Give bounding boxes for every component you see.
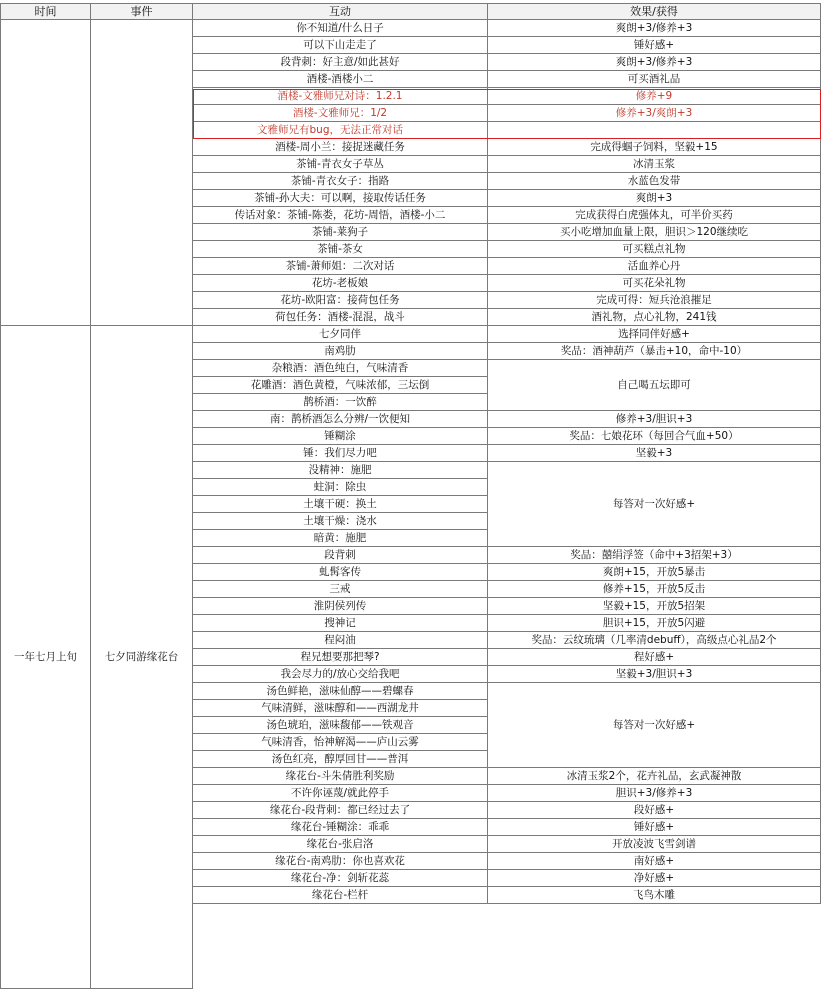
- interaction-cell: 搜神记: [193, 615, 488, 632]
- interaction-cell: 气味清鲜，滋味醇和——西湖龙井: [193, 700, 488, 717]
- interaction-cell: 你不知道/什么日子: [193, 20, 488, 37]
- interaction-cell: 可以下山走走了: [193, 37, 488, 54]
- effect-cell: 冰清玉浆: [488, 156, 821, 173]
- effect-cell: 奖品：囍绢浮签（命中+3招架+3）: [488, 547, 821, 564]
- effect-cell-merged: 每答对一次好感+: [488, 462, 821, 547]
- interaction-cell: 缘花台-斗朱倩胜利奖励: [193, 768, 488, 785]
- effect-cell: 南好感+: [488, 853, 821, 870]
- interaction-cell: 程兄想要那把琴?: [193, 649, 488, 666]
- interaction-cell: 酒楼-周小兰：接捉迷藏任务: [193, 139, 488, 156]
- effect-cell: 锤好感+: [488, 819, 821, 836]
- effect-cell: 胆识+3/修养+3: [488, 785, 821, 802]
- interaction-cell: 我会尽力的/放心交给我吧: [193, 666, 488, 683]
- effect-cell: 修养+15，开放5反击: [488, 581, 821, 598]
- interaction-cell: 蛀洞：除虫: [193, 479, 488, 496]
- interaction-cell: 茶铺-孙大夫：可以啊，接取传话任务: [193, 190, 488, 207]
- effect-cell: 奖品：云纹琉璃（几率清debuff），高级点心礼品2个: [488, 632, 821, 649]
- effect-cell: 可买花朵礼物: [488, 275, 821, 292]
- header-event: 事件: [91, 3, 193, 20]
- time-cell: [0, 20, 91, 326]
- interaction-cell: 花雕酒：酒色黄橙，气味浓郁，三坛倒: [193, 377, 488, 394]
- effect-cell: 买小吃增加血量上限，胆识＞120继续吃: [488, 224, 821, 241]
- interaction-cell: 缘花台-锤糊涂：乖乖: [193, 819, 488, 836]
- effect-cell: 坚毅+15，开放5招架: [488, 598, 821, 615]
- effect-cell: 完成可得：短兵沧浪摧足: [488, 292, 821, 309]
- interaction-cell: 酒楼-文雅师兄对诗：1.2.1: [193, 88, 488, 105]
- interaction-cell: 花坊-欧阳富：接荷包任务: [193, 292, 488, 309]
- effect-cell: 水蓝色发带: [488, 173, 821, 190]
- effect-cell: 胆识+15，开放5闪避: [488, 615, 821, 632]
- effect-cell: 可买酒礼品: [488, 71, 821, 88]
- interaction-cell: 南：鹊桥酒怎么分辨/一饮便知: [193, 411, 488, 428]
- interaction-cell: 荷包任务：酒楼-混混，战斗: [193, 309, 488, 326]
- interaction-cell: 段背刺: [193, 547, 488, 564]
- interaction-cell: 茶铺-青衣女子草丛: [193, 156, 488, 173]
- interaction-cell: 缘花台-净：剑斩花蕊: [193, 870, 488, 887]
- interaction-cell: 暗黄：施肥: [193, 530, 488, 547]
- effect-cell: 开放凌波飞雪剑谱: [488, 836, 821, 853]
- interaction-cell: 虬髯客传: [193, 564, 488, 581]
- interaction-cell: 段背刺：好主意/如此甚好: [193, 54, 488, 71]
- interaction-cell: 汤色红亮，醇厚回甘——普洱: [193, 751, 488, 768]
- interaction-cell: 汤色鲜艳，滋味仙醇——碧螺春: [193, 683, 488, 700]
- interaction-cell: 没精神：施肥: [193, 462, 488, 479]
- interaction-cell: 缘花台-南鸡肋：你也喜欢花: [193, 853, 488, 870]
- header-interaction: 互动: [193, 3, 488, 20]
- interaction-cell: 不许你诬蔑/就此停手: [193, 785, 488, 802]
- effect-cell: 奖品：七娘花环（每回合气血+50）: [488, 428, 821, 445]
- effect-cell: 段好感+: [488, 802, 821, 819]
- interaction-cell: 淮阴侯列传: [193, 598, 488, 615]
- interaction-cell: 茶铺-茶女: [193, 241, 488, 258]
- interaction-cell: 传话对象：茶铺-陈娄，花坊-周悟，酒楼-小二: [193, 207, 488, 224]
- interaction-cell: 缘花台-段背刺：都已经过去了: [193, 802, 488, 819]
- interaction-cell: 花坊-老板娘: [193, 275, 488, 292]
- interaction-cell: 七夕同伴: [193, 326, 488, 343]
- header-effect: 效果/获得: [488, 3, 821, 20]
- effect-cell: 酒礼物，点心礼物，241钱: [488, 309, 821, 326]
- interaction-cell: 酒楼-酒楼小二: [193, 71, 488, 88]
- effect-cell-merged: 自己喝五坛即可: [488, 360, 821, 411]
- effect-cell: 修养+3/胆识+3: [488, 411, 821, 428]
- event-cell: [91, 20, 193, 326]
- interaction-cell: 缘花台-栏杆: [193, 887, 488, 904]
- effect-cell: 爽朗+3/修养+3: [488, 20, 821, 37]
- effect-cell: 爽朗+15，开放5暴击: [488, 564, 821, 581]
- effect-cell: [488, 122, 821, 139]
- effect-cell: 修养+3/爽朗+3: [488, 105, 821, 122]
- interaction-cell: 南鸡肋: [193, 343, 488, 360]
- interaction-cell: 汤色琥珀，滋味馥郁——铁观音: [193, 717, 488, 734]
- effect-cell: 活血养心丹: [488, 258, 821, 275]
- effect-cell: 飞鸟木雕: [488, 887, 821, 904]
- interaction-cell: 气味清香，怡神解渴——庐山云雾: [193, 734, 488, 751]
- effect-cell: 奖品：酒神葫芦（暴击+10，命中-10）: [488, 343, 821, 360]
- effect-cell: 完成获得白虎强体丸，可半价买药: [488, 207, 821, 224]
- effect-cell: 可买糕点礼物: [488, 241, 821, 258]
- effect-cell: 坚毅+3/胆识+3: [488, 666, 821, 683]
- interaction-cell: 土壤干硬：换土: [193, 496, 488, 513]
- interaction-cell: 茶铺-青衣女子：指路: [193, 173, 488, 190]
- interaction-cell: 文雅师兄有bug，无法正常对话: [193, 122, 488, 139]
- effect-cell: 爽朗+3/修养+3: [488, 54, 821, 71]
- effect-cell: 选择同伴好感+: [488, 326, 821, 343]
- effect-cell: 修养+9: [488, 88, 821, 105]
- event-cell: 七夕同游缘花台: [91, 326, 193, 989]
- interaction-cell: 三戒: [193, 581, 488, 598]
- interaction-cell: 锤：我们尽力吧: [193, 445, 488, 462]
- interaction-cell: 酒楼-文雅师兄：1/2: [193, 105, 488, 122]
- effect-cell-merged: 每答对一次好感+: [488, 683, 821, 768]
- effect-cell: 程好感+: [488, 649, 821, 666]
- effect-cell: 爽朗+3: [488, 190, 821, 207]
- interaction-cell: 鹊桥酒：一饮醉: [193, 394, 488, 411]
- effect-cell: 冰清玉浆2个，花卉礼品，玄武凝神散: [488, 768, 821, 785]
- time-cell: 一年七月上旬: [0, 326, 91, 989]
- effect-cell: 锤好感+: [488, 37, 821, 54]
- interaction-cell: 锤糊涂: [193, 428, 488, 445]
- effect-cell: 完成得蝈子饲料，坚毅+15: [488, 139, 821, 156]
- interaction-cell: 缘花台-张启洛: [193, 836, 488, 853]
- interaction-cell: 土壤干燥：浇水: [193, 513, 488, 530]
- effect-cell: 坚毅+3: [488, 445, 821, 462]
- interaction-cell: 茶铺-萧师姐：二次对话: [193, 258, 488, 275]
- header-time: 时间: [0, 3, 91, 20]
- interaction-cell: 杂粮酒：酒色纯白，气味清香: [193, 360, 488, 377]
- interaction-cell: 程闷油: [193, 632, 488, 649]
- effect-cell: 净好感+: [488, 870, 821, 887]
- interaction-cell: 茶铺-莱狗子: [193, 224, 488, 241]
